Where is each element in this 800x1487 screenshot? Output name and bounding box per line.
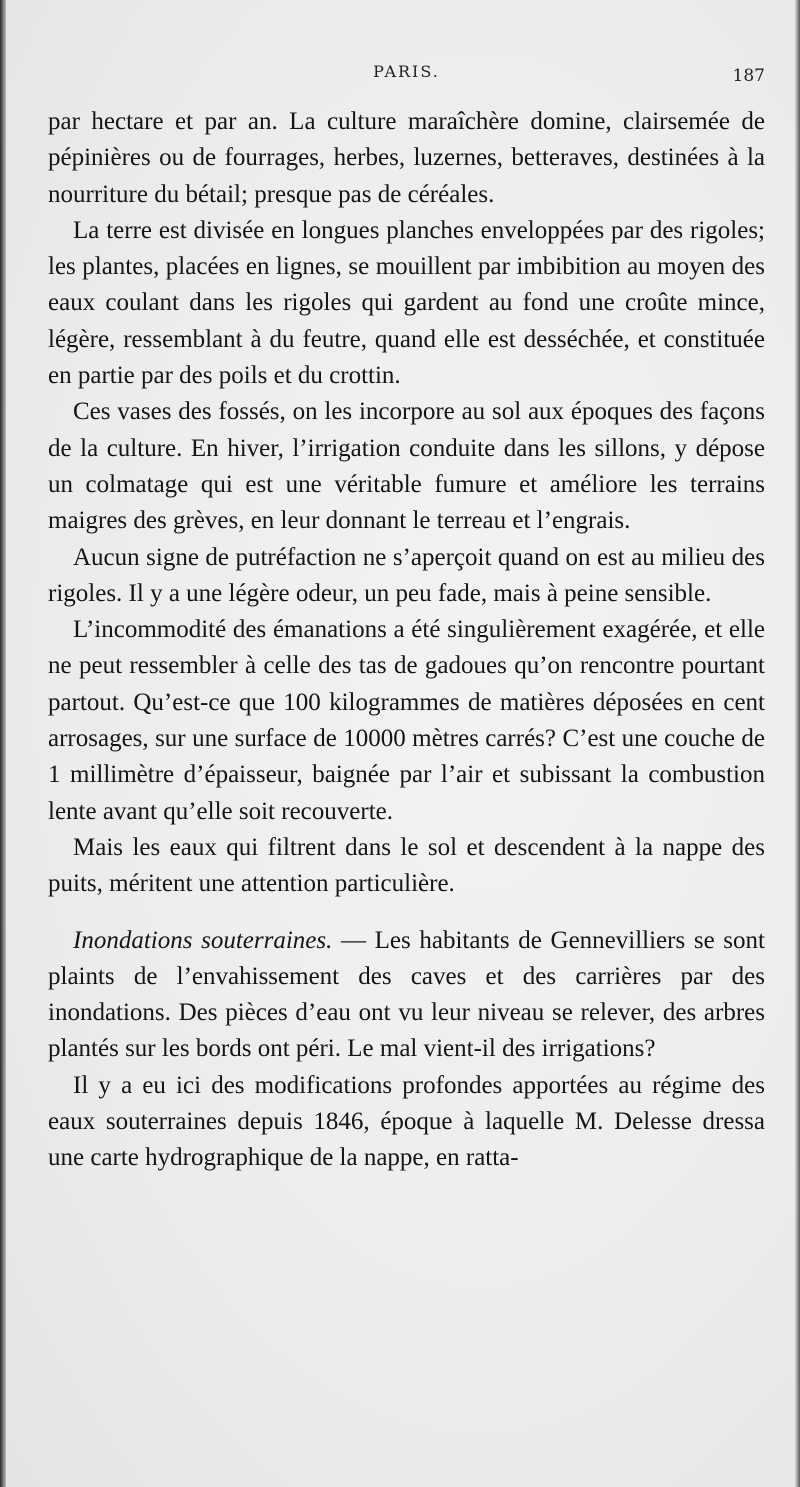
paragraph-inondations-text: — Les habitants de Gennevilliers se sont plaints de l’envahissement des caves et des carrières par des inondations. Des pièces d’eau ont vu leur niveau se relever, des arbres plantés sur les bords ont péri. Le mal vient-il des irrigations? [48, 926, 765, 1063]
body-text [48, 104, 765, 1177]
page-edge-shadow-right [795, 0, 800, 1487]
page-number: 187 [732, 66, 765, 86]
paragraph-eaux-filtrent: Mais les eaux qui filtrent dans le sol et descendent à la nappe des puits, méritent une attention particulière. [48, 833, 765, 898]
paragraph-vases-fosses: Ces vases des fossés, on les incorpore au sol aux époques des façons de la culture. En hiver, l’irrigation conduite dans les sillons, y dépose un colmatage qui est une véritable fumure et améliore les terrains maigres des grèves, en leur donnant le terreau et l’engrais. [48, 398, 765, 535]
paragraph-irrigation-planches: La terre est divisée en longues planches enveloppées par des rigoles; les plantes, placées en lignes, se mouillent par imbibition au moyen des eaux coulant dans les rigoles qui gardent au fond une croûte mince, légère, ressemblant à du feutre, quand elle est desséchée, et constituée en partie par des poils et du crottin. [48, 216, 765, 390]
section-lead-italic: Inondations souterraines. [73, 926, 333, 954]
running-head-title: PARIS. [373, 62, 440, 81]
paragraph-inondations [48, 923, 765, 1068]
paragraph-putrefaction: Aucun signe de putréfaction ne s’aperçoit quand on est au milieu des rigoles. Il y a une légère odeur, un peu fade, mais à peine sensible. [48, 543, 765, 607]
page-edge-shadow [0, 0, 6, 1487]
paragraph-modifications: Il y a eu ici des modifications profondes apportées au régime des eaux souterraines depuis 1846, époque à laquelle M. Delesse dressa une carte hydrographique de la nappe, en ratta- [48, 1071, 765, 1172]
paragraph-incommodite: L’incommodité des émanations a été singulièrement exagérée, et elle ne peut ressembler à celle des tas de gadoues qu’on rencontre pourtant partout. Qu’est-ce que 100 kilogrammes de matières déposées en cent arrosages, sur une surface de 10000 mètres carrés? C’est une couche de 1 millimètre d’épaisseur, baignée par l’air et subissant la combustion lente avant qu’elle soit recouverte. [48, 616, 765, 825]
running-head [48, 62, 765, 92]
paragraph-continuation: par hectare et par an. La culture maraîchère domine, clairsemée de pépinières ou de fourrages, herbes, luzernes, betteraves, destinées à la nourriture du bétail; presque pas de céréales. [48, 108, 765, 208]
